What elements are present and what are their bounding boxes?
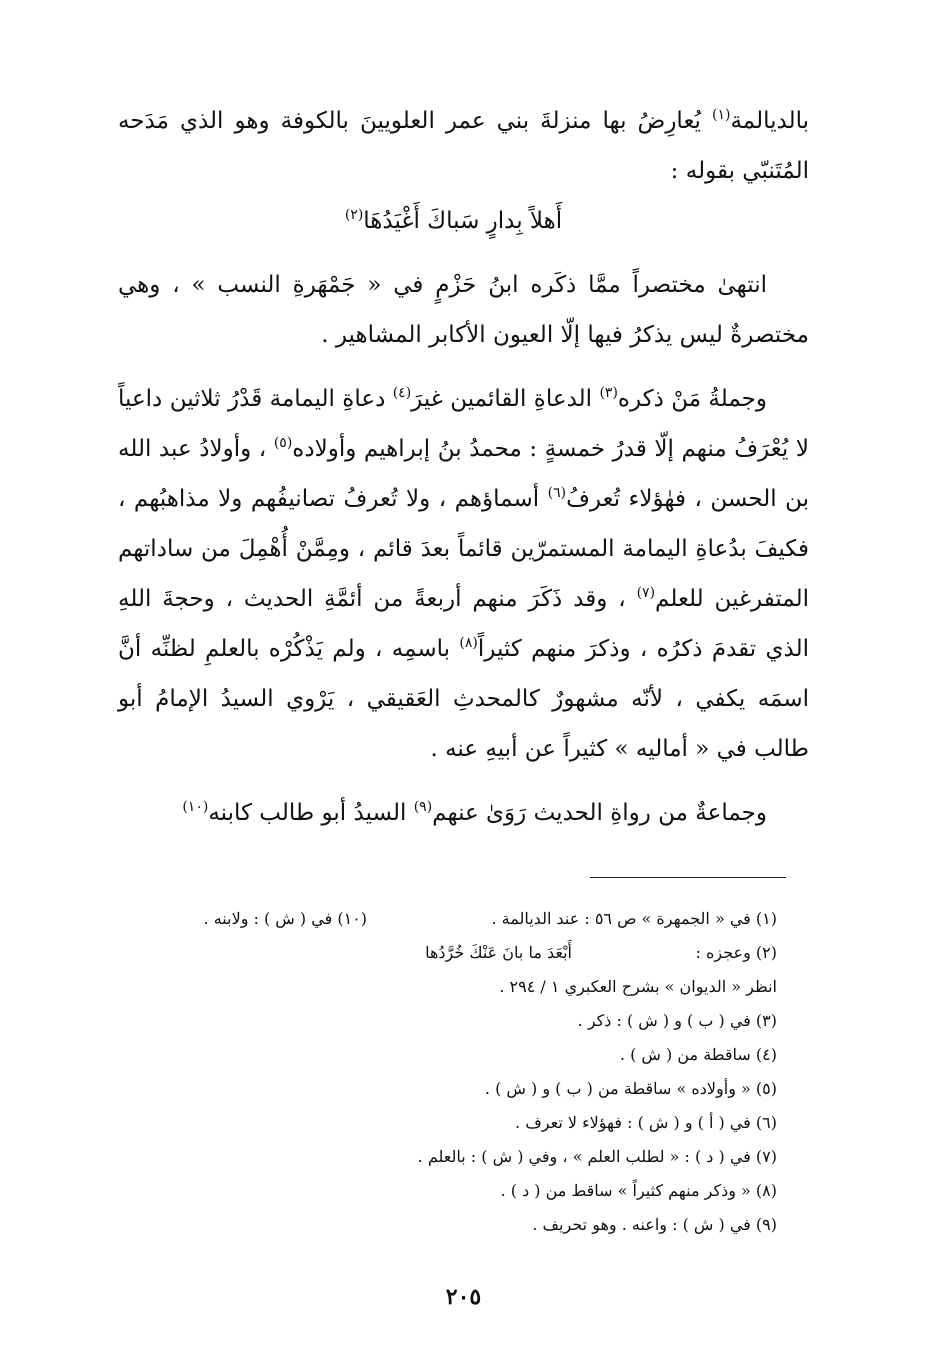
- footnote-ref-10[interactable]: (١٠): [182, 799, 209, 815]
- footnote-9: (٩) في ( ش ) : واعنه . وهو تحريف .: [532, 1215, 777, 1234]
- footnote-ref-3[interactable]: (٣): [599, 385, 618, 401]
- footnote-ref-8[interactable]: (٨): [459, 635, 478, 651]
- footnote-6: (٦) في ( أ ) و ( ش ) : فهؤلاء لا تعرف .: [515, 1113, 777, 1132]
- footnote-7: (٧) في ( د ) : « لطلب العلم » ، وفي ( ش ) : بالعلم .: [417, 1147, 777, 1166]
- footnote-1-row: [118, 902, 777, 936]
- footnote-ref-2[interactable]: (٢): [344, 207, 364, 223]
- footnote-3: (٣) في ( ب ) و ( ش ) : ذكر .: [577, 1011, 777, 1030]
- footnote-2: (٢) وعجزه :: [695, 943, 777, 962]
- footnote-separator: [590, 877, 786, 878]
- footnote-8: (٨) « وذكر منهم كثيراً » ساقط من ( د ) .: [500, 1181, 777, 1200]
- footnote-4: (٤) ساقطة من ( ش ) .: [619, 1045, 777, 1064]
- poetry-verse: أَهلاً بِدارٍ سَباكَ أَغْيَدُهَا$^{(٢)}$: [344, 207, 563, 234]
- footnote-2-hemistich: أَبْعَدَ ما بانَ عَنْكَ خُرَّدُها: [425, 943, 572, 962]
- footnote-ref-5[interactable]: (٥): [273, 435, 293, 451]
- footnote-2-row: [118, 936, 777, 970]
- main-text: [118, 96, 809, 838]
- footnotes: [118, 902, 777, 1242]
- footnote-1: (١) في « الجمهرة » ص ٥٦ : عند الديالمة .: [491, 909, 777, 928]
- footnote-5: (٥) « وأولاده » ساقطة من ( ب ) و ( ش ) .: [484, 1079, 777, 1098]
- footnote-ref-7[interactable]: (٧): [636, 585, 656, 601]
- page-number: ٢٠٥: [445, 1284, 482, 1310]
- paragraph-4: وجماعةٌ من رواةِ الحديث رَوَىٰ عنهم$^{(٩)}$ السيدُ أبو طالب كابنه$^{(١٠)}$: [182, 799, 767, 826]
- footnote-2-reference: انظر « الديوان » بشرح العكبري ١ / ٢٩٤ .: [499, 977, 777, 996]
- footnote-ref-9[interactable]: (٩): [413, 799, 433, 815]
- paragraph-1: بالديالمة$^{(١)}$ يُعارِضُ بها منزلةَ بني عمر العلويينَ بالكوفة وهو الذي مَدَحه المُتَنبّي بقوله :: [118, 107, 809, 184]
- footnote-ref-6[interactable]: (٦): [547, 485, 567, 501]
- footnote-ref-1[interactable]: (١): [711, 107, 731, 123]
- footnote-ref-4[interactable]: (٤): [392, 385, 412, 401]
- paragraph-2: انتهىٰ مختصراً ممَّا ذكَره ابنُ حَزْمٍ في « جَمْهَرةِ النسب » ، وهي مختصرةٌ ليس يذكرُ فيها إلّا العيون الأكابر المشاهير .: [118, 272, 809, 348]
- paragraph-3: وجملةُ مَنْ ذكره$^{(٣)}$ الدعاةِ القائمين غيرَ$^{(٤)}$ دعاةِ اليمامة قَدْرُ ثلاثين داعياً لا يُعْرَفُ منهم إلّا قدرُ خمسةٍ : محمدُ بنُ إبراهيم وأولاده$^{(٥)}$ ، وأولادُ عبد الله بن الحسن ، فهٰؤلاء تُعرفُ$^{(٦)}$ أسماؤهم ، ولا تُعرفُ تصانيفُهم ولا مذاهبُهم ، فكيفَ بدُعاةِ اليمامة المستمرّين قائماً بعدَ قائم ، ومِمَّنْ أُهْمِلَ من ساداتهم المتفرغين للعلم$^{(٧)}$ ، وقد ذَكَرَ منهم أربعةً من أئمَّةِ الحديث ، وحجةَ اللهِ الذي تقدمَ ذكرُه ، وذكرَ منهم كثيراً$^{(٨)}$ باسمِه ، ولم يَذْكُرْه بالعلمِ لظنِّه أنَّ اسمَه يكفي ، لأنّه مشهورٌ كالمحدثِ العَقيقي ، يَرْوي السيدُ الإمامُ أبو طالب في « أماليه » كثيراً عن أبيهِ عنه .: [118, 385, 809, 762]
- footnote-10: (١٠) في ( ش ) : ولابنه .: [203, 909, 367, 928]
